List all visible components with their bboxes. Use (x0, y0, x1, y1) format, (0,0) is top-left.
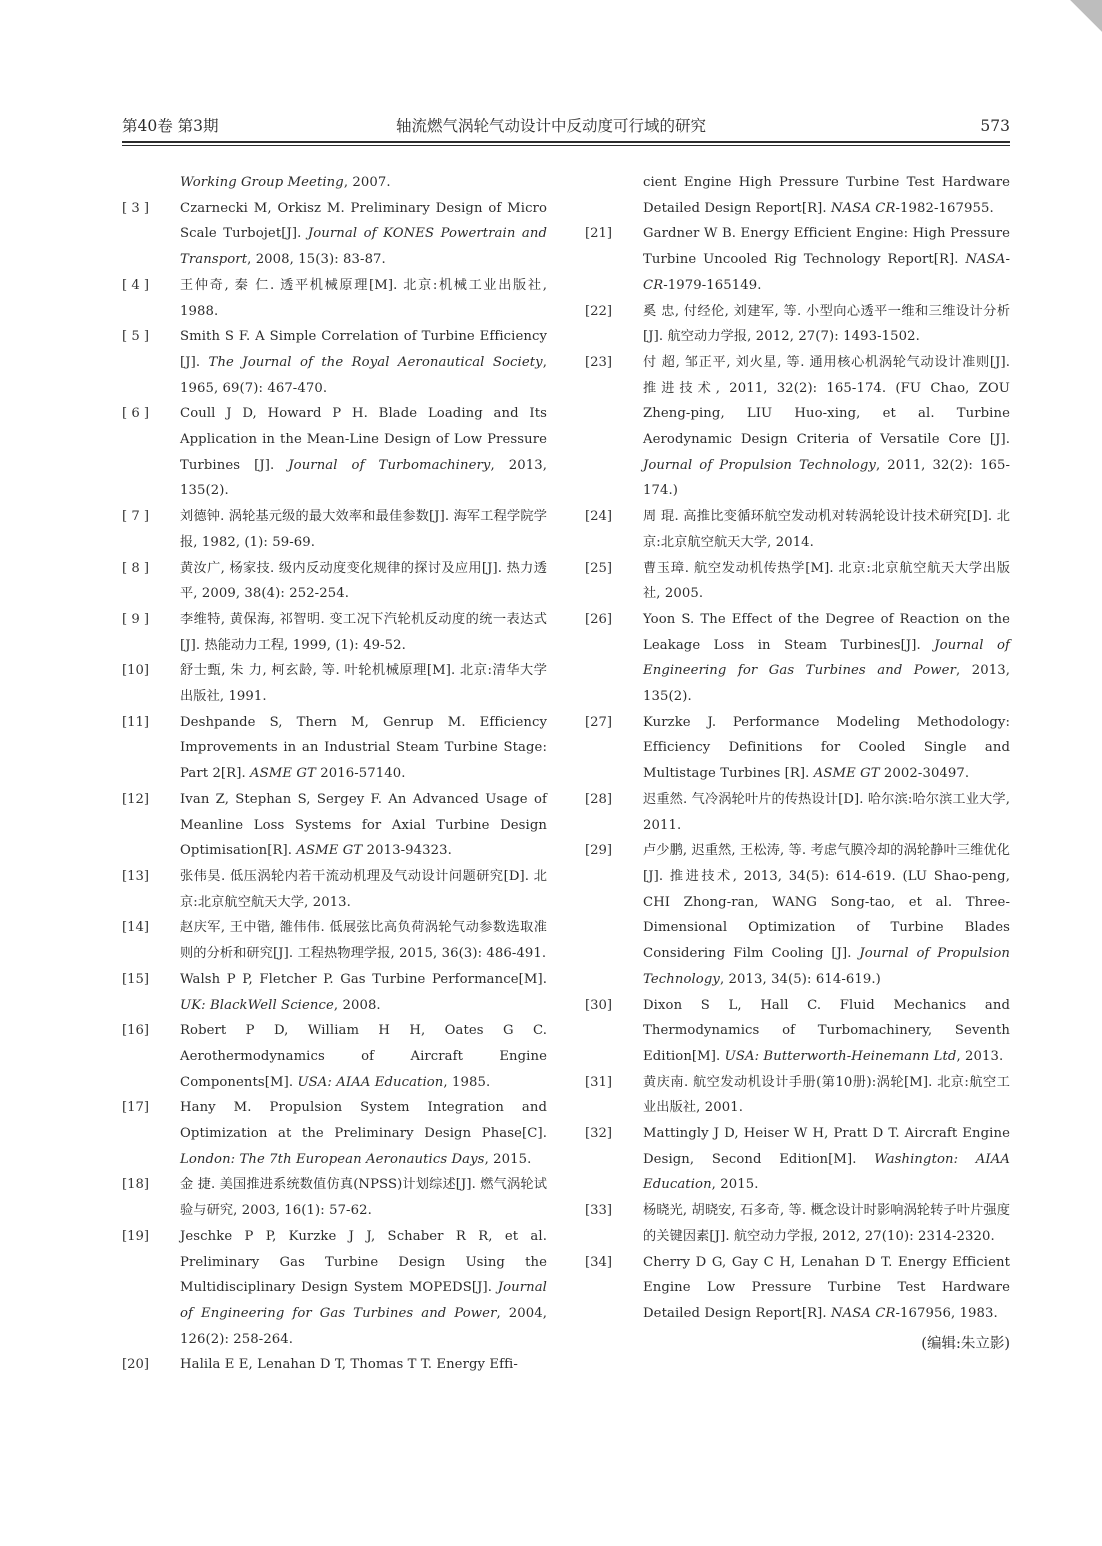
reference-number: [ 8 ] (122, 560, 150, 576)
reference-entry (585, 221, 1010, 298)
reference-text-segment: Coull J D, Howard P H. Blade Loading and Its Application in the Mean-Line Design of Low Pressure Turbines [J]. (180, 406, 547, 473)
reference-text-segment: , 2008, 15(3): 83-87. (247, 252, 386, 268)
reference-source-italic: USA: Butterworth-Heinemann Ltd (724, 1048, 957, 1064)
reference-text-segment: cient Engine High Pressure Turbine Test Hardware Detailed Design Report[R]. (643, 175, 1010, 216)
reference-text-segment: , 2015. (711, 1177, 759, 1193)
reference-entry (585, 1070, 1010, 1121)
reference-entry (122, 401, 547, 504)
reference-entry (122, 658, 547, 709)
reference-number: [19] (122, 1228, 150, 1244)
reference-text-segment: 舒士甄, 朱 力, 柯玄龄, 等. 叶轮机械原理[M]. 北京:清华大学出版社, 1991. (180, 663, 547, 705)
reference-text (643, 1198, 1010, 1249)
reference-source-italic: Journal of Propulsion Technology (643, 946, 1010, 987)
reference-number: [ 6 ] (122, 406, 150, 422)
reference-number: [ 5 ] (122, 329, 150, 345)
reference-text-segment: 2002-30497. (879, 766, 970, 782)
reference-text-segment: Smith S F. A Simple Correlation of Turbine Efficiency [J]. (180, 329, 547, 370)
reference-number: [15] (122, 971, 150, 987)
reference-number: [34] (585, 1254, 613, 1270)
reference-entry (122, 607, 547, 658)
reference-text (180, 324, 547, 401)
reference-source-italic: NASA CR (830, 1305, 896, 1321)
reference-text (180, 710, 547, 787)
reference-entry (122, 1095, 547, 1172)
reference-number: [26] (585, 611, 613, 627)
reference-entry (122, 915, 547, 966)
reference-text-segment: 刘德钟. 涡轮基元级的最大效率和最佳参数[J]. 海军工程学院学报, 1982, (1): 59-69. (180, 509, 547, 550)
reference-source-italic: NASA CR (830, 200, 896, 216)
reference-text-segment: -1979-165149. (663, 277, 762, 293)
reference-number: [10] (122, 663, 150, 679)
reference-text (643, 221, 1010, 298)
reference-number: [ 7 ] (122, 509, 150, 525)
reference-source-italic: ASME GT (813, 766, 880, 782)
reference-text-segment: 赵庆军, 王中锴, 雒伟伟. 低展弦比高负荷涡轮气动参数选取准则的分析和研究[J]. 工程热物理学报, 2015, 36(3): 486-491. (180, 920, 547, 962)
header-volume-issue: 第40卷 第3期 (122, 117, 219, 135)
reference-source-italic: USA: AIAA Education (297, 1074, 444, 1090)
reference-text (643, 1250, 1010, 1327)
reference-text-segment: Yoon S. The Effect of the Degree of Reaction on the Leakage Loss in Steam Turbines[J]. (643, 611, 1010, 653)
reference-source-italic: ASME GT (296, 843, 363, 859)
reference-text (643, 556, 1010, 607)
reference-text (643, 838, 1010, 992)
reference-number: [13] (122, 868, 150, 884)
reference-text-segment: Deshpande S, Thern M, Genrup M. Efficiency Improvements in an Industrial Steam Turbine Stage: Part 2[R]. (180, 714, 547, 782)
reference-text (180, 273, 547, 324)
reference-entry (122, 504, 547, 555)
reference-entry (122, 170, 547, 196)
reference-source-italic: Working Group Meeting (180, 175, 344, 190)
reference-text-segment: Jeschke P P, Kurzke J J, Schaber R R, et al. Preliminary Gas Turbine Design Using the Multidisciplinary Design System MOPEDS[J]. (180, 1228, 547, 1296)
reference-entry (122, 556, 547, 607)
reference-number: [ 4 ] (122, 277, 150, 293)
reference-text (643, 787, 1010, 838)
reference-text-segment: , 2004, 126(2): 258-264. (180, 1305, 547, 1347)
reference-source-italic: Washington: AIAA Education (643, 1151, 1010, 1193)
reference-text-segment: Walsh P P, Fletcher P. Gas Turbine Performance[M]. (180, 971, 547, 987)
reference-text (180, 1095, 547, 1172)
reference-entry (122, 787, 547, 864)
reference-text-segment: Czarnecki M, Orkisz M. Preliminary Design of Micro Scale Turbojet[J]. (180, 200, 547, 242)
reference-text-segment: -167956, 1983. (895, 1305, 998, 1321)
reference-text-segment: , 1985. (443, 1074, 491, 1090)
reference-text-segment: , 2015. (484, 1151, 532, 1167)
reference-text-segment: 杨晓光, 胡晓安, 石多奇, 等. 概念设计时影响涡轮转子叶片强度的关键因素[J]. 航空动力学报, 2012, 27(10): 2314-2320. (643, 1203, 1010, 1244)
reference-entry (122, 1352, 547, 1378)
reference-text-segment: 张伟昊. 低压涡轮内若干流动机理及气动设计问题研究[D]. 北京:北京航空航天大学, 2013. (180, 868, 547, 910)
reference-entry (122, 710, 547, 787)
reference-text-segment: 黄汝广, 杨家技. 级内反动度变化规律的探讨及应用[J]. 热力透平, 2009, 38(4): 252-254. (180, 560, 547, 602)
reference-entry (122, 1172, 547, 1223)
reference-entry (585, 556, 1010, 607)
reference-text (122, 170, 547, 196)
reference-entry (585, 787, 1010, 838)
header-rule-thin (122, 145, 1010, 146)
reference-entry (122, 1018, 547, 1095)
reference-text-segment: , 2013, 135(2). (643, 663, 1010, 705)
reference-text (643, 1070, 1010, 1121)
header-page-number: 573 (980, 117, 1010, 135)
reference-source-italic: London: The 7th European Aeronautics Days (180, 1151, 485, 1167)
reference-text-segment: Mattingly J D, Heiser W H, Pratt D T. Aircraft Engine Design, Second Edition[M]. (643, 1126, 1010, 1167)
reference-text-segment: , 2008. (333, 997, 381, 1013)
reference-text-segment: 奚 忠, 付经伦, 刘建军, 等. 小型向心透平一维和三维设计分析[J]. 航空动力学报, 2012, 27(7): 1493-1502. (643, 303, 1010, 345)
reference-number: [33] (585, 1203, 613, 1219)
reference-number: [31] (585, 1074, 613, 1090)
reference-number: [21] (585, 226, 613, 242)
reference-number: [14] (122, 920, 150, 936)
header-rule-thick (122, 141, 1010, 143)
references-left-column (122, 170, 547, 1378)
reference-entry (585, 1121, 1010, 1198)
reference-source-italic: Journal of Propulsion Technology (643, 457, 876, 473)
reference-entry (122, 324, 547, 401)
reference-text (180, 864, 547, 915)
reference-text (180, 1352, 547, 1378)
reference-text (643, 350, 1010, 504)
reference-entry (122, 864, 547, 915)
reference-text-segment: , 2007. (343, 175, 391, 190)
reference-entry (585, 299, 1010, 350)
reference-text-segment: 卢少鹏, 迟重然, 王松涛, 等. 考虑气膜冷却的涡轮静叶三维优化[J]. 推进技术, 2013, 34(5): 614-619. (LU Shao-peng, CHI Zhong-ran, WANG Song-tao, et al. Three-Dimensional Optimization of Turbine Blades Considering Film Cooling [J]. (643, 843, 1010, 962)
reference-text-segment: , 1965, 69(7): 467-470. (180, 354, 547, 396)
reference-entry (122, 1224, 547, 1353)
reference-text (180, 787, 547, 864)
reference-text-segment: , 2013, 135(2). (180, 457, 547, 499)
reference-entry (585, 607, 1010, 710)
reference-source-italic: The Journal of the Royal Aeronautical Society (208, 354, 543, 370)
reference-text (180, 196, 547, 273)
header-article-title: 轴流燃气涡轮气动设计中反动度可行域的研究 (395, 117, 706, 135)
reference-entry (585, 710, 1010, 787)
reference-entry (585, 1250, 1010, 1327)
reference-text (180, 607, 547, 658)
reference-number: [11] (122, 714, 150, 730)
reference-text (585, 170, 1010, 221)
reference-text-segment: 金 捷. 美国推进系统数值仿真(NPSS)计划综述[J]. 燃气涡轮试验与研究, 2003, 16(1): 57-62. (180, 1177, 547, 1219)
reference-text-segment: , 2011, 32(2): 165-174.) (643, 457, 1010, 499)
reference-entry (585, 1198, 1010, 1249)
reference-source-italic: Journal of Engineering for Gas Turbines and Power (180, 1280, 547, 1321)
reference-number: [12] (122, 791, 150, 807)
reference-text-segment: , 2013. (956, 1048, 1004, 1064)
reference-number: [32] (585, 1126, 613, 1142)
reference-text-segment: Robert P D, William H H, Oates G C. Aerothermodynamics of Aircraft Engine Components[M]. (180, 1023, 547, 1090)
reference-entry (585, 350, 1010, 504)
reference-text (180, 1172, 547, 1223)
reference-text (180, 1018, 547, 1095)
reference-number: [17] (122, 1100, 150, 1116)
reference-text-segment: Ivan Z, Stephan S, Sergey F. An Advanced Usage of Meanline Loss Systems for Axial Turbine Design Optimisation[R]. (180, 791, 547, 859)
reference-source-italic: Journal of Turbomachinery (288, 457, 491, 473)
reference-text (180, 1224, 547, 1353)
editor-credit: (编辑:朱立影) (921, 1335, 1010, 1352)
reference-number: [ 9 ] (122, 611, 150, 627)
reference-number: [29] (585, 843, 613, 859)
reference-number: [27] (585, 714, 613, 730)
reference-text-segment: 付 超, 邹正平, 刘火星, 等. 通用核心机涡轮气动设计准则[J]. 推进技术, 2011, 32(2): 165-174. (FU Chao, ZOU Zheng-ping, LIU Huo-xing, et al. Turbine Aerodynamic Design Criteria of Versatile Core [J]. (643, 354, 1010, 448)
reference-source-italic: Journal of Engineering for Gas Turbines and Power (643, 637, 1010, 679)
reference-source-italic: ASME GT (250, 766, 316, 782)
reference-entry (122, 196, 547, 273)
reference-number: [28] (585, 791, 613, 807)
reference-entry (585, 838, 1010, 992)
reference-text-segment: -1982-167955. (895, 200, 994, 216)
reference-number: [22] (585, 303, 613, 319)
reference-text-segment: 迟重然. 气冷涡轮叶片的传热设计[D]. 哈尔滨:哈尔滨工业大学, 2011. (643, 791, 1010, 833)
reference-number: [25] (585, 560, 613, 576)
reference-text-segment: 王仲奇, 秦 仁. 透平机械原理[M]. 北京:机械工业出版社, 1988. (180, 277, 547, 319)
reference-entry (585, 504, 1010, 555)
reference-text-segment: 2016-57140. (315, 766, 406, 782)
reference-text-segment: 曹玉璋. 航空发动机传热学[M]. 北京:北京航空航天大学出版社, 2005. (643, 560, 1010, 602)
references-right-column (585, 170, 1010, 1357)
reference-entry (122, 967, 547, 1018)
reference-text-segment: 2013-94323. (362, 843, 452, 859)
reference-text-segment: 周 琨. 高推比变循环航空发动机对转涡轮设计技术研究[D]. 北京:北京航空航天大学, 2014. (643, 509, 1010, 550)
reference-text (643, 607, 1010, 710)
reference-number: [18] (122, 1177, 150, 1193)
reference-text-segment: Gardner W B. Energy Efficient Engine: High Pressure Turbine Uncooled Rig Technology Report[R]. (643, 226, 1010, 268)
reference-text-segment: , 2013, 34(5): 614-619.) (719, 971, 881, 987)
reference-source-italic: Journal of KONES Powertrain and Transport (180, 226, 547, 268)
reference-text (180, 915, 547, 966)
reference-entry (585, 993, 1010, 1070)
reference-text (180, 401, 547, 504)
reference-number: [16] (122, 1023, 150, 1039)
reference-text (643, 504, 1010, 555)
reference-source-italic: UK: BlackWell Science (180, 997, 334, 1013)
reference-text-segment: Halila E E, Lenahan D T, Thomas T T. Energy Effi- (180, 1357, 518, 1373)
reference-text-segment: Hany M. Propulsion System Integration and Optimization at the Preliminary Design Phase[C]. (180, 1100, 547, 1142)
reference-text-segment: Cherry D G, Gay C H, Lenahan D T. Energy Efficient Engine Low Pressure Turbine Test Hardware Detailed Design Report[R]. (643, 1254, 1010, 1321)
reference-text-segment: 李维特, 黄保海, 祁智明. 变工况下汽轮机反动度的统一表达式[J]. 热能动力工程, 1999, (1): 49-52. (180, 611, 547, 653)
reference-text (643, 710, 1010, 787)
reference-text (180, 556, 547, 607)
reference-text (180, 967, 547, 1018)
reference-number: [ 3 ] (122, 200, 150, 216)
reference-text-segment: Dixon S L, Hall C. Fluid Mechanics and Thermodynamics of Turbomachinery, Seventh Edition[M]. (643, 997, 1010, 1064)
reference-text (180, 658, 547, 709)
reference-source-italic: NASA-CR (643, 252, 1010, 293)
reference-text (643, 993, 1010, 1070)
reference-text (643, 299, 1010, 350)
reference-text-segment: 黄庆南. 航空发动机设计手册(第10册):涡轮[M]. 北京:航空工业出版社, 2001. (643, 1074, 1010, 1116)
reference-text (180, 504, 547, 555)
reference-number: [20] (122, 1357, 150, 1373)
reference-text (643, 1121, 1010, 1198)
reference-number: [23] (585, 354, 613, 370)
reference-text-segment: Kurzke J. Performance Modeling Methodology: Efficiency Definitions for Cooled Single and Multistage Turbines [R]. (643, 714, 1010, 782)
reference-number: [24] (585, 509, 613, 525)
reference-entry (122, 273, 547, 324)
page-corner-mark (1070, 0, 1102, 32)
reference-number: [30] (585, 997, 613, 1013)
reference-entry (585, 170, 1010, 221)
